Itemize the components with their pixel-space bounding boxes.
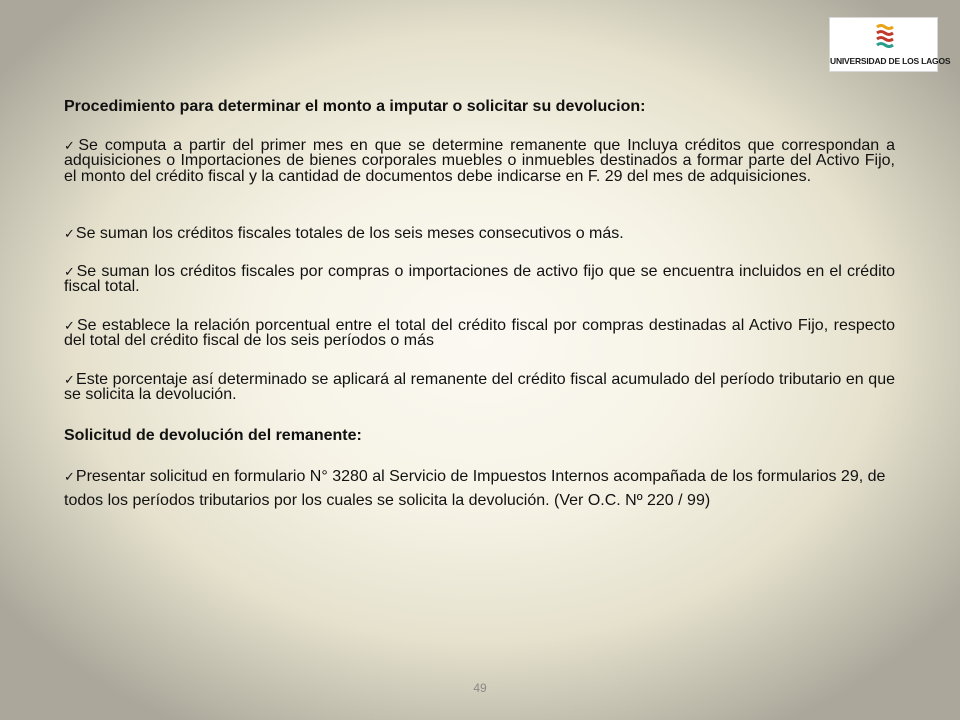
- heading-procedure: Procedimiento para determinar el monto a imputar o solicitar su devolucion:: [64, 98, 646, 115]
- page-number: 49: [473, 681, 487, 695]
- checkmark-icon: ✓: [64, 138, 78, 153]
- bullet-text: Se suman los créditos fiscales por compras o importaciones de activo fijo que se encuentra incluidos en el crédito fiscal total.: [64, 263, 896, 296]
- section-procedure: [64, 98, 895, 116]
- bullet-item-5: [64, 372, 895, 403]
- checkmark-icon: ✓: [64, 372, 76, 387]
- bullet-item-4: [64, 318, 895, 349]
- logo-text: UNIVERSIDAD DE LOS LAGOS: [830, 56, 951, 66]
- bullet-text: Se suman los créditos fiscales totales de los seis meses consecutivos o más.: [75, 225, 624, 242]
- checkmark-icon: ✓: [64, 264, 76, 279]
- university-logo: [829, 17, 951, 72]
- logo-emblem-icon: [876, 24, 894, 48]
- bullet-item-request: [64, 465, 895, 513]
- bullet-text: Presentar solicitud en formulario N° 3280 al Servicio de Impuestos Internos acompañada de los formularios 29, de todos los períodos tributarios por los cuales se solicita la devolución. (Ver O.C. Nº 220 / 99): [64, 468, 886, 509]
- bullet-item-2: [64, 226, 895, 241]
- bullet-text: Este porcentaje así determinado se aplicará al remanente del crédito fiscal acumulado del período tributario en que se solicita la devolución.: [64, 371, 895, 404]
- checkmark-icon: ✓: [64, 469, 75, 484]
- bullet-item-1: [64, 138, 895, 184]
- section-request: [64, 427, 895, 445]
- bullet-text: Se establece la relación porcentual entre el total del crédito fiscal por compras destinadas al Activo Fijo, respecto del total del crédito fiscal de los seis períodos o más: [64, 317, 895, 350]
- checkmark-icon: ✓: [64, 318, 76, 333]
- bullet-text: Se computa a partir del primer mes en que se determine remanente que Incluya créditos que correspondan a adquisiciones o Importaciones de bienes corporales muebles o inmuebles destinados a formar parte del Activo Fijo, el monto del crédito fiscal y la cantidad de documentos debe indicarse en F. 29 del mes de adquisiciones.: [64, 137, 895, 185]
- bullet-item-3: [64, 264, 895, 295]
- heading-request: Solicitud de devolución del remanente:: [64, 427, 362, 444]
- checkmark-icon: ✓: [64, 226, 75, 241]
